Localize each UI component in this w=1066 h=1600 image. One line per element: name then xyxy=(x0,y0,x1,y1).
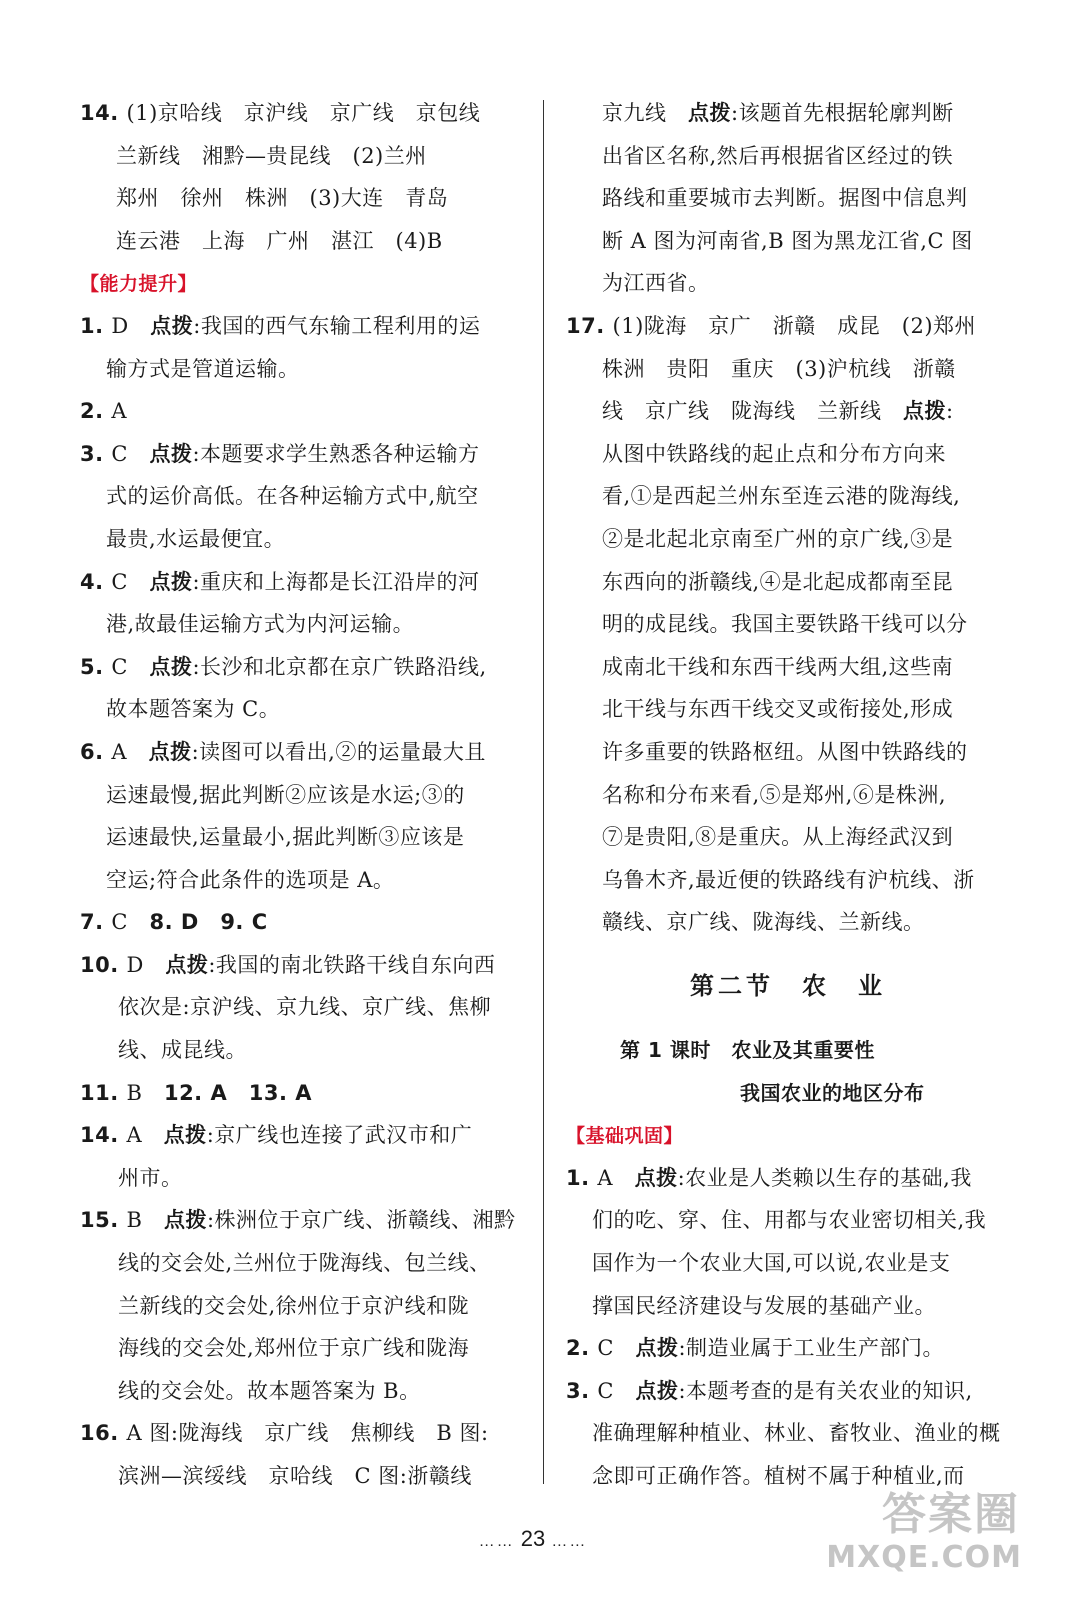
answer-text: 海线的交会处,郑州位于京广线和陇海 xyxy=(118,1336,470,1361)
text-line xyxy=(80,1285,522,1328)
question-number: 10. xyxy=(80,952,127,977)
answer-text: 为江西省。 xyxy=(602,271,710,296)
hint-label: 点拨 xyxy=(903,399,946,424)
lesson-title: 第 1 课时 农业及其重要性 xyxy=(620,1038,875,1063)
answer-text: B xyxy=(126,1208,164,1233)
question-number: 5. xyxy=(80,654,112,679)
text-line xyxy=(80,433,522,476)
text-line xyxy=(566,1072,1010,1115)
answer-text: 滨洲—滨绥线 京哈线 C 图:浙赣线 xyxy=(118,1464,472,1488)
hint-body: :该题首先根据轮廓判断 xyxy=(731,101,954,125)
text-line xyxy=(80,262,522,305)
answer-text: 京九线 xyxy=(602,101,688,125)
question-number: 7. xyxy=(80,910,112,935)
text-line xyxy=(80,986,522,1029)
hint-text xyxy=(164,1123,473,1147)
text-line xyxy=(80,475,522,518)
answer-text: 明的成昆线。我国主要铁路干线可以分 xyxy=(602,612,968,637)
answer-text: (1)京哈线 京沪线 京广线 京包线 xyxy=(126,101,481,125)
answer-text: 空运;符合此条件的选项是 A。 xyxy=(106,867,395,892)
text-line xyxy=(80,92,522,135)
answer-text: 连云港 上海 广州 湛江 (4)B xyxy=(116,228,443,253)
hint-text xyxy=(149,655,486,679)
answer-text: 撑国民经济建设与发展的基础产业。 xyxy=(592,1293,936,1318)
text-line xyxy=(566,92,1010,135)
lesson-subtitle: 我国农业的地区分布 xyxy=(740,1080,925,1105)
answer-text: 路线和重要城市去判断。据图中信息判 xyxy=(602,186,968,211)
hint-body: :长沙和北京都在京广铁路沿线, xyxy=(192,654,487,679)
hint-label: 点拨 xyxy=(635,1336,679,1361)
text-line xyxy=(566,1412,1010,1455)
answer-text: 株洲 贵阳 重庆 (3)沪杭线 浙赣 xyxy=(602,356,956,381)
hint-label: 点拨 xyxy=(149,654,193,679)
answer-text: C xyxy=(111,441,150,466)
hint-label: 点拨 xyxy=(150,313,194,338)
text-line xyxy=(566,859,1010,902)
section-tag: 【基础巩固】 xyxy=(566,1125,684,1148)
text-line xyxy=(566,816,1010,859)
question-number: 3. xyxy=(566,1378,598,1403)
question-number: 3. xyxy=(80,441,112,466)
page-dots-left: …… xyxy=(478,1533,515,1550)
text-line xyxy=(566,1327,1010,1370)
text-line xyxy=(80,348,522,391)
text-line xyxy=(80,731,522,774)
text-line xyxy=(80,1072,522,1115)
hint-text xyxy=(688,101,954,125)
answer-text: 断 A 图为河南省,B 图为黑龙江省,C 图 xyxy=(602,228,973,253)
answer-text: 许多重要的铁路枢纽。从图中铁路线的 xyxy=(602,739,968,764)
answer-text: 国作为一个农业大国,可以说,农业是支 xyxy=(592,1251,951,1276)
hint-label: 点拨 xyxy=(635,1378,679,1403)
section-tag: 【能力提升】 xyxy=(80,273,198,296)
hint-text xyxy=(149,740,486,764)
text-line xyxy=(80,1242,522,1285)
text-line xyxy=(566,220,1010,263)
text-line xyxy=(80,646,522,689)
hint-label: 点拨 xyxy=(148,739,192,764)
text-line xyxy=(566,305,1010,348)
hint-label: 点拨 xyxy=(149,441,193,466)
answer-text: D xyxy=(126,952,166,977)
answer-text: 线的交会处,兰州位于陇海线、包兰线、 xyxy=(118,1251,491,1276)
question-number: 4. xyxy=(80,569,112,594)
answer-choice: C xyxy=(111,910,150,935)
text-line xyxy=(80,688,522,731)
left-column xyxy=(80,92,522,1498)
answer-text: 成南北干线和东西干线两大组,这些南 xyxy=(602,654,954,679)
text-line xyxy=(80,1455,522,1498)
answer-text: A 图:陇海线 京广线 焦柳线 B 图: xyxy=(126,1421,489,1446)
question-number: 1. xyxy=(80,313,112,338)
answer-text: 线的交会处。故本题答案为 B。 xyxy=(118,1378,421,1403)
text-line xyxy=(80,518,522,561)
text-line xyxy=(566,965,1010,1008)
hint-label: 点拨 xyxy=(149,569,193,594)
hint-body: :我国的西气东输工程利用的运 xyxy=(193,313,481,338)
hint-text xyxy=(164,1208,516,1232)
text-line xyxy=(566,177,1010,220)
text-line xyxy=(566,1029,1010,1072)
hint-label: 点拨 xyxy=(163,1208,207,1233)
text-line xyxy=(80,603,522,646)
hint-body: :本题考查的是有关农业的知识, xyxy=(678,1378,973,1403)
answer-text: C xyxy=(597,1336,636,1361)
answer-text: 名称和分布来看,⑤是郑州,⑥是株洲, xyxy=(602,782,947,807)
answer-text: A xyxy=(111,739,149,764)
answer-text: 故本题答案为 C。 xyxy=(106,697,281,722)
hint-body: : xyxy=(946,399,954,424)
text-line xyxy=(566,646,1010,689)
text-line xyxy=(566,944,1010,965)
text-line xyxy=(80,561,522,604)
page-dots-right: …… xyxy=(551,1533,588,1550)
text-line xyxy=(566,348,1010,391)
text-line xyxy=(80,135,522,178)
answer-text: A xyxy=(597,1165,635,1190)
text-line xyxy=(80,944,522,987)
answer-choice: B xyxy=(126,1080,164,1105)
watermark-url: MXQE.COM xyxy=(826,1540,1022,1575)
answer-text: 从图中铁路线的起止点和分布方向来 xyxy=(602,441,946,466)
text-line xyxy=(566,433,1010,476)
hint-text xyxy=(150,314,480,338)
hint-body: :本题要求学生熟悉各种运输方 xyxy=(192,441,480,466)
text-line xyxy=(566,774,1010,817)
watermark xyxy=(826,1478,1026,1588)
section-title: 第二节 农 业 xyxy=(690,971,886,1001)
answer-text: 输方式是管道运输。 xyxy=(106,356,300,381)
text-line xyxy=(566,1199,1010,1242)
answer-text: A xyxy=(126,1123,164,1148)
answer-text: 出省区名称,然后再根据省区经过的铁 xyxy=(602,143,954,168)
answer-text: 念即可正确作答。植树不属于种植业,而 xyxy=(592,1464,965,1488)
text-line xyxy=(80,305,522,348)
question-number: 17. xyxy=(566,313,613,338)
text-line xyxy=(566,262,1010,305)
question-number: 1. xyxy=(566,1165,598,1190)
answer-group: 12. A 13. A xyxy=(163,1080,312,1105)
text-line xyxy=(566,901,1010,944)
question-number: 14. xyxy=(80,1123,127,1148)
text-line xyxy=(566,1285,1010,1328)
text-line xyxy=(566,518,1010,561)
text-line xyxy=(80,816,522,859)
answer-text: C xyxy=(597,1378,636,1403)
text-line xyxy=(80,1029,522,1072)
answer-text: 兰新线的交会处,徐州位于京沪线和陇 xyxy=(118,1293,470,1318)
answer-group: 8. D 9. C xyxy=(149,910,268,935)
text-line xyxy=(80,774,522,817)
answer-text: 运速最快,运量最小,据此判断③应该是 xyxy=(106,825,465,850)
hint-text xyxy=(635,1336,944,1360)
answer-text: A xyxy=(111,399,128,424)
text-line xyxy=(80,1370,522,1413)
question-number: 2. xyxy=(80,399,112,424)
hint-body: :京广线也连接了武汉市和广 xyxy=(206,1123,473,1148)
text-line xyxy=(566,561,1010,604)
answer-text: 最贵,水运最便宜。 xyxy=(106,526,286,551)
text-line xyxy=(566,390,1010,433)
watermark-logo: 答案圈 xyxy=(882,1489,1020,1540)
question-number: 11. xyxy=(80,1080,127,1105)
hint-label: 点拨 xyxy=(634,1165,678,1190)
answer-text: 东西向的浙赣线,④是北起成都南至昆 xyxy=(602,569,954,594)
hint-label: 点拨 xyxy=(163,1123,207,1148)
column-divider xyxy=(543,100,544,1484)
text-line xyxy=(80,1114,522,1157)
answer-text: 北干线与东西干线交叉或衔接处,形成 xyxy=(602,697,954,722)
hint-text xyxy=(635,1166,972,1190)
answer-text: (1)陇海 京广 浙赣 成昆 (2)郑州 xyxy=(612,313,977,338)
answer-text: ⑦是贵阳,⑧是重庆。从上海经武汉到 xyxy=(602,825,954,850)
answer-text: 运速最慢,据此判断②应该是水运;③的 xyxy=(106,782,465,807)
answer-text: 准确理解种植业、林业、畜牧业、渔业的概 xyxy=(592,1421,1001,1446)
answer-text: 依次是:京沪线、京九线、京广线、焦柳 xyxy=(118,995,492,1020)
question-number: 14. xyxy=(80,101,127,125)
answer-text: 赣线、京广线、陇海线、兰新线。 xyxy=(602,910,925,935)
hint-text xyxy=(635,1379,972,1403)
text-line xyxy=(566,1114,1010,1157)
right-column xyxy=(566,92,1010,1498)
text-line xyxy=(80,859,522,902)
text-line xyxy=(80,390,522,433)
question-number: 16. xyxy=(80,1421,127,1446)
text-line xyxy=(566,688,1010,731)
text-line xyxy=(80,1199,522,1242)
answer-text: 乌鲁木齐,最近便的铁路线有沪杭线、浙 xyxy=(602,867,975,892)
text-line xyxy=(566,1370,1010,1413)
hint-body: :株洲位于京广线、浙赣线、湘黔 xyxy=(206,1208,516,1233)
hint-text xyxy=(149,442,479,466)
text-line xyxy=(566,731,1010,774)
text-line xyxy=(566,475,1010,518)
text-line xyxy=(80,1157,522,1200)
question-number: 6. xyxy=(80,739,112,764)
hint-label: 点拨 xyxy=(165,952,209,977)
question-number: 2. xyxy=(566,1336,598,1361)
answer-text: ②是北起北京南至广州的京广线,③是 xyxy=(602,526,954,551)
text-line xyxy=(80,220,522,263)
answer-text: 郑州 徐州 株洲 (3)大连 青岛 xyxy=(116,186,449,211)
answer-text: 式的运价高低。在各种运输方式中,航空 xyxy=(106,484,479,509)
text-line xyxy=(566,135,1010,178)
hint-body: :我国的南北铁路干线自东向西 xyxy=(208,952,496,977)
hint-text xyxy=(149,570,479,594)
answer-text: 线、成昆线。 xyxy=(118,1038,247,1063)
answer-text: 港,故最佳运输方式为内河运输。 xyxy=(106,612,415,637)
text-line xyxy=(80,177,522,220)
answer-text: 看,①是西起兰州东至连云港的陇海线, xyxy=(602,484,961,509)
hint-text xyxy=(165,953,495,977)
text-line xyxy=(566,1157,1010,1200)
text-line xyxy=(80,1327,522,1370)
answer-text: 们的吃、穿、住、用都与农业密切相关,我 xyxy=(592,1208,987,1233)
answer-text: C xyxy=(111,569,150,594)
text-line xyxy=(566,1242,1010,1285)
answer-text: 兰新线 湘黔—贵昆线 (2)兰州 xyxy=(116,143,427,168)
answer-text: D xyxy=(111,313,151,338)
question-number: 15. xyxy=(80,1208,127,1233)
hint-body: :制造业属于工业生产部门。 xyxy=(678,1336,945,1361)
text-line xyxy=(80,901,522,944)
text-line xyxy=(80,1412,522,1455)
hint-body: :重庆和上海都是长江沿岸的河 xyxy=(192,569,480,594)
text-line xyxy=(566,1008,1010,1029)
answer-text: C xyxy=(111,654,150,679)
hint-label: 点拨 xyxy=(688,101,731,125)
text-line xyxy=(566,603,1010,646)
hint-text xyxy=(903,399,954,423)
hint-body: :农业是人类赖以生存的基础,我 xyxy=(677,1165,972,1190)
hint-body: :读图可以看出,②的运量最大且 xyxy=(191,739,486,764)
page-number-value: 23 xyxy=(520,1526,546,1551)
answer-text: 州市。 xyxy=(118,1165,183,1190)
answer-text: 线 京广线 陇海线 兰新线 xyxy=(602,399,903,424)
